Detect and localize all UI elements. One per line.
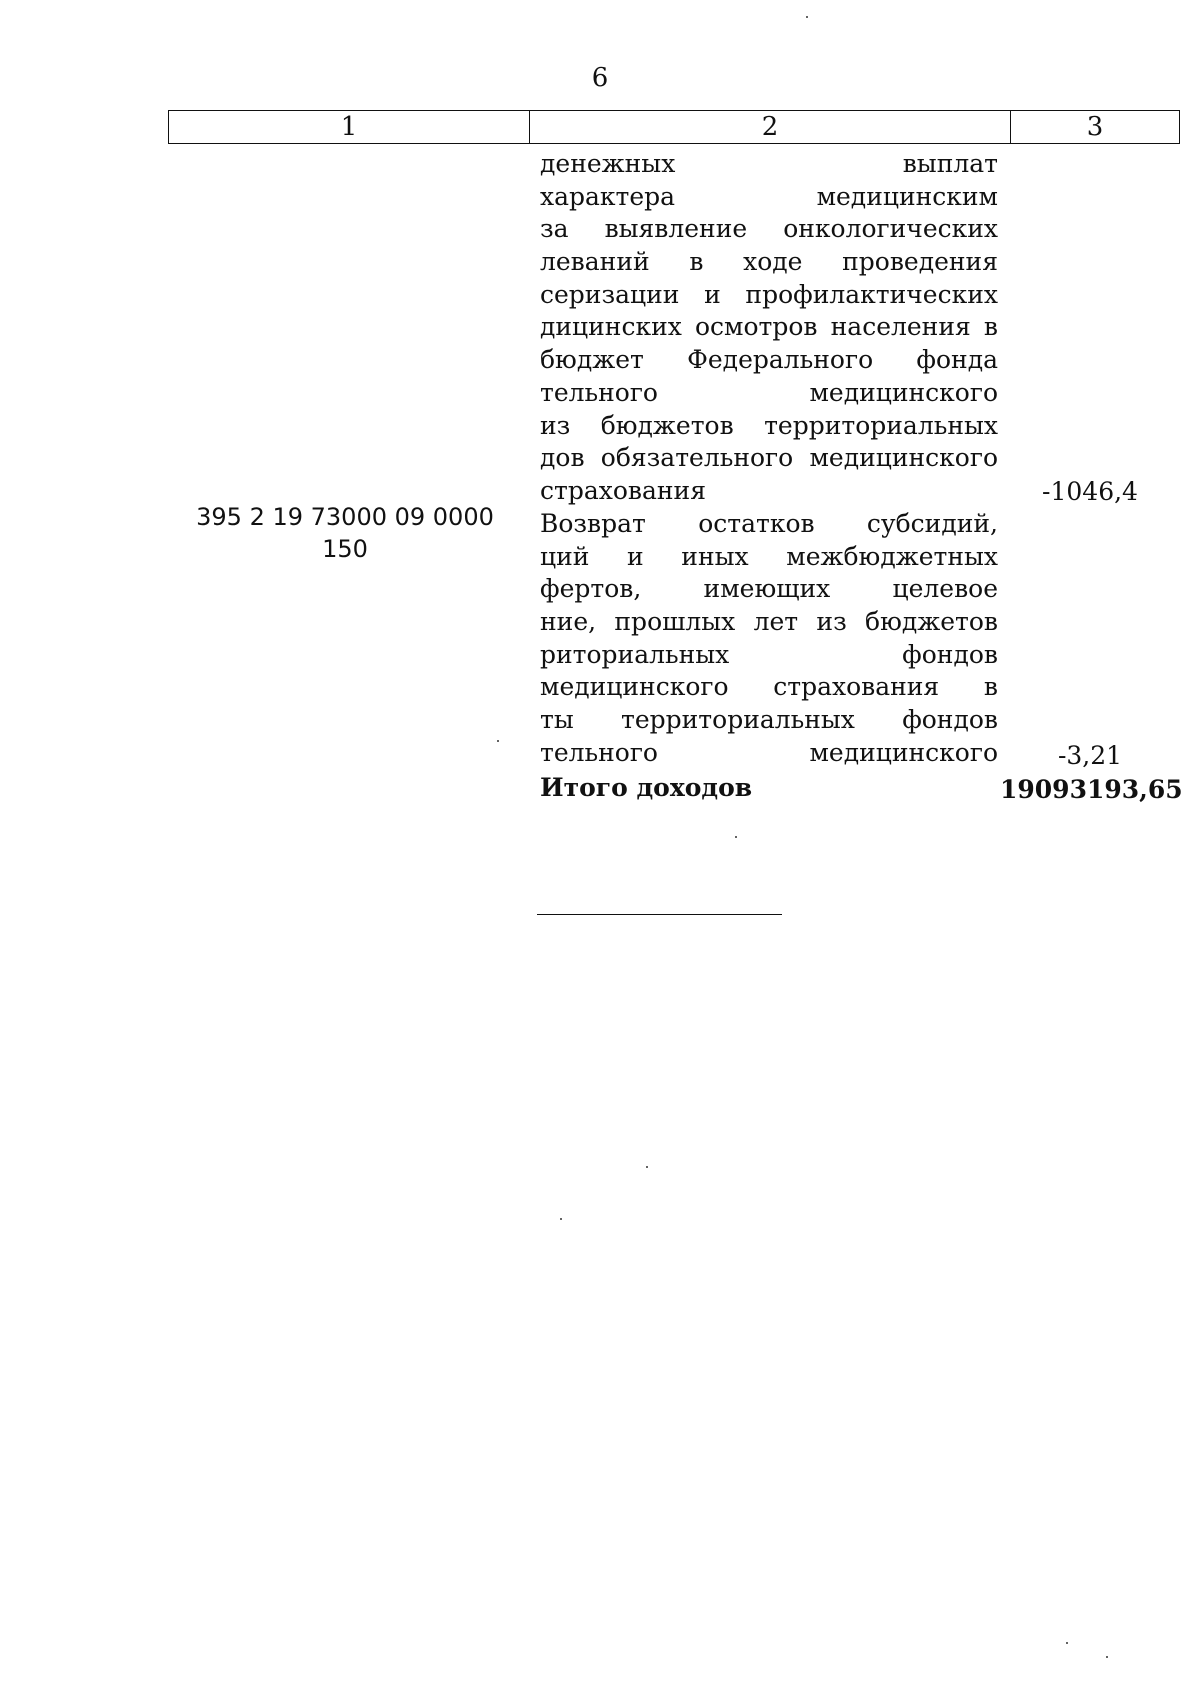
text-line: страхования: [540, 475, 706, 505]
row1-description: [540, 148, 998, 508]
scan-speck: [806, 16, 808, 18]
scan-speck: [1106, 1656, 1108, 1658]
text-line: денежных выплат: [540, 149, 998, 178]
text-line: серизации и профилактических: [540, 279, 998, 309]
scan-speck: [646, 1166, 648, 1168]
row2-description: [540, 508, 998, 770]
row2-amount: -3,21: [1057, 741, 1123, 770]
text-line: бюджет Федерального фонда: [540, 345, 998, 375]
text-line: леваний в ходе проведения: [540, 247, 998, 277]
text-line: тельного медицинского: [540, 737, 998, 767]
total-label: [540, 772, 998, 805]
text-line: характера медицинским: [540, 181, 998, 211]
scan-speck: [497, 740, 499, 742]
text-line: дов обязательного медицинского: [540, 443, 998, 473]
total-label-text: Итого доходов: [540, 773, 753, 802]
table-header: [168, 110, 1180, 144]
total-amount: 19093193,65: [1000, 775, 1183, 804]
text-line: за выявление онкологических: [540, 214, 998, 244]
row1-amount: -1046,4: [1042, 477, 1138, 506]
text-line: из бюджетов территориальных: [540, 410, 998, 440]
header-col-2: 2: [530, 111, 1011, 143]
page-number: 6: [591, 63, 609, 93]
text-line: медицинского страхования в: [540, 672, 998, 702]
text-line: тельного медицинского: [540, 377, 998, 407]
text-line: фертов, имеющих целевое: [540, 574, 998, 604]
text-line: ций и иных межбюджетных: [540, 541, 998, 571]
text-line: риториальных фондов: [540, 639, 998, 669]
header-col-1: 1: [169, 111, 530, 143]
scan-speck: [1066, 1642, 1068, 1644]
closing-rule: [537, 914, 782, 915]
text-line: ние, прошлых лет из бюджетов: [540, 607, 998, 637]
scan-speck: [560, 1218, 562, 1220]
header-col-3: 3: [1086, 112, 1104, 142]
row2-code: 395 2 19 73000 09 0000 150: [196, 503, 494, 563]
text-line: Возврат остатков субсидий,: [540, 509, 998, 538]
text-line: ты территориальных фондов: [540, 705, 998, 735]
scan-speck: [735, 836, 737, 838]
text-line: дицинских осмотров населения в: [540, 312, 998, 342]
